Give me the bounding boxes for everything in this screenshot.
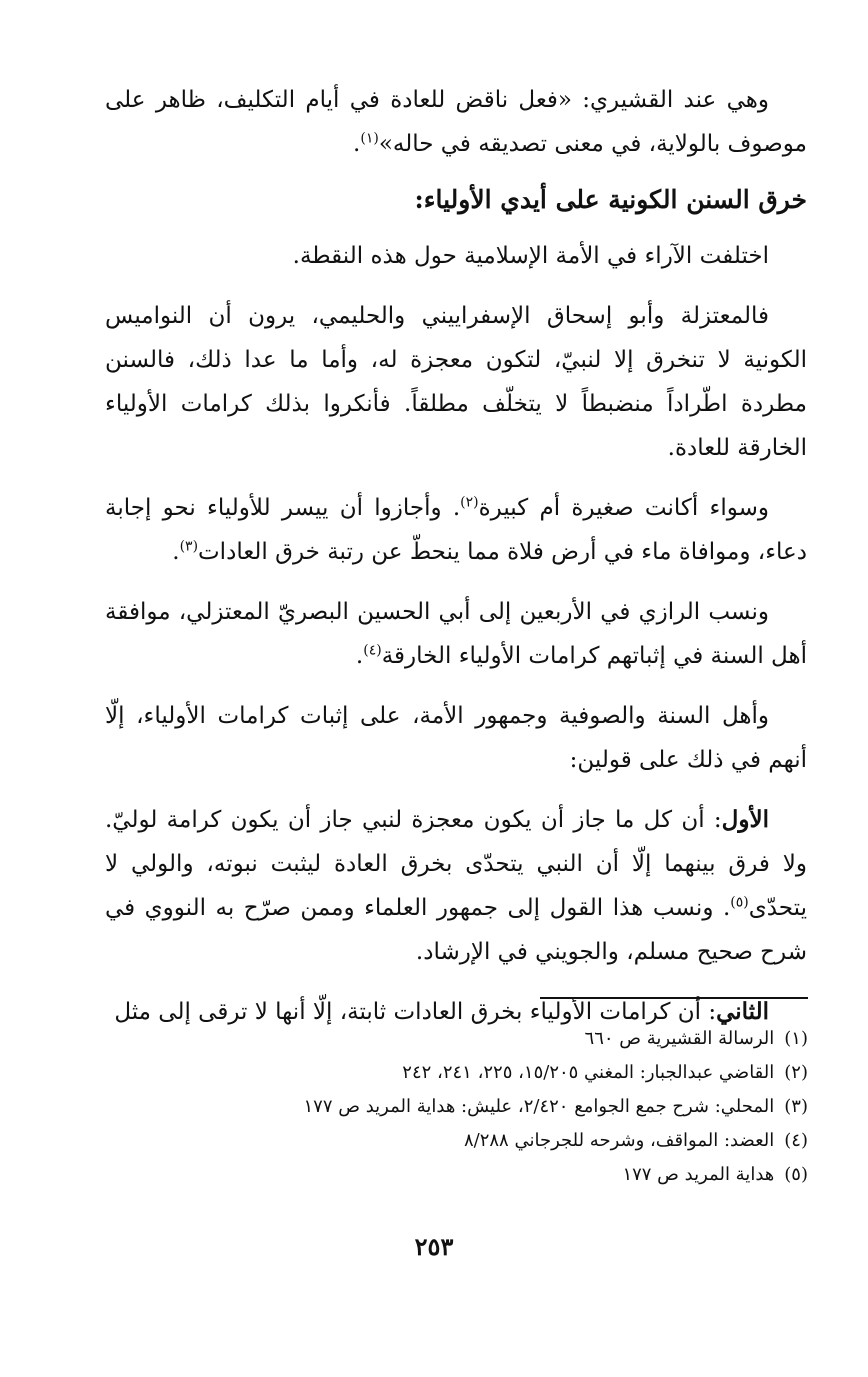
main-text: [105, 78, 807, 1050]
footnote-item: (٣)المحلي: شرح جمع الجوامع ٢/٤٢٠، عليش: هداية المريد ص ١٧٧: [303, 1096, 808, 1117]
footnote-ref-4: (٤): [363, 642, 382, 659]
footnote-item: (٢)القاضي عبدالجبار: المغني ١٥/٢٠٥، ٢٢٥، ٢٤١، ٢٤٢: [402, 1062, 808, 1083]
footnote-ref-2: (٢): [460, 494, 479, 511]
footnote-ref-5: (٥): [730, 894, 749, 911]
footnote-separator: [540, 997, 808, 999]
paragraph-razi-attribution: ونسب الرازي في الأربعين إلى أبي الحسين البصريّ المعتزلي، موافقة أهل السنة في إثباتهم كرامات الأولياء الخارقة$^{(٤)}$.: [105, 599, 807, 669]
page-number: ٢٥٣: [414, 1232, 454, 1261]
paragraph-small-or-large: وسواء أكانت صغيرة أم كبيرة$^{(٢)}$. وأجازوا أن ييسر للأولياء نحو إجابة دعاء، وموافاة ماء في أرض فلاة مما ينحطّ عن رتبة خرق العادات$^{(٣)}$.: [105, 494, 807, 565]
paragraph-second-opinion: الثاني: أن كرامات الأولياء بخرق العادات ثابتة، إلّا أنها لا ترقى إلى مثل: [114, 998, 769, 1025]
paragraph-first-opinion: الأول: أن كل ما جاز أن يكون معجزة لنبي جاز أن يكون كرامة لوليّ. ولا فرق بينهما إلّا أن النبي يتحدّى بخرق العادة ليثبت نبوته، والولي لا يتحدّى$^{(٥)}$. ونسب هذا القول إلى جمهور العلماء وممن صرّح به النووي في شرح صحيح مسلم، والجويني في الإرشاد.: [105, 806, 807, 965]
section-heading: خرق السنن الكونية على أيدي الأولياء:: [414, 185, 807, 214]
footnote-item: (٥)هداية المريد ص ١٧٧: [622, 1164, 808, 1185]
paragraph-ahl-alsunna: وأهل السنة والصوفية وجمهور الأمة، على إثبات كرامات الأولياء، إلّا أنهم في ذلك على قولين:: [105, 703, 807, 773]
paragraph-qushayri-definition: وهي عند القشيري: «فعل ناقض للعادة في أيام التكليف، ظاهر على موصوف بالولاية، في معنى تصديقه في حاله»$^{(١)}$.: [105, 87, 807, 157]
second-opinion-label: الثاني: [716, 998, 769, 1025]
footnote-item: (١)الرسالة القشيرية ص ٦٦٠: [584, 1028, 808, 1049]
footnote-ref-1: (١): [360, 130, 379, 147]
footnote-item: (٤)العضد: المواقف، وشرحه للجرجاني ٨/٢٨٨: [463, 1130, 808, 1151]
paragraph-mutazila-view: فالمعتزلة وأبو إسحاق الإسفراييني والحليمي، يرون أن النواميس الكونية لا تنخرق إلا لنبيّ، لتكون معجزة له، وأما ما عدا ذلك، فالسنن مطردة اطّراداً منضبطاً لا يتخلّف مطلقاً. فأنكروا بذلك كرامات الأولياء الخارقة للعادة.: [105, 303, 807, 461]
footnote-ref-3: (٣): [179, 538, 199, 555]
paragraph-opinions-differ: اختلفت الآراء في الأمة الإسلامية حول هذه النقطة.: [292, 243, 769, 269]
first-opinion-label: الأول: [721, 806, 769, 833]
footnotes: [108, 1022, 808, 1192]
